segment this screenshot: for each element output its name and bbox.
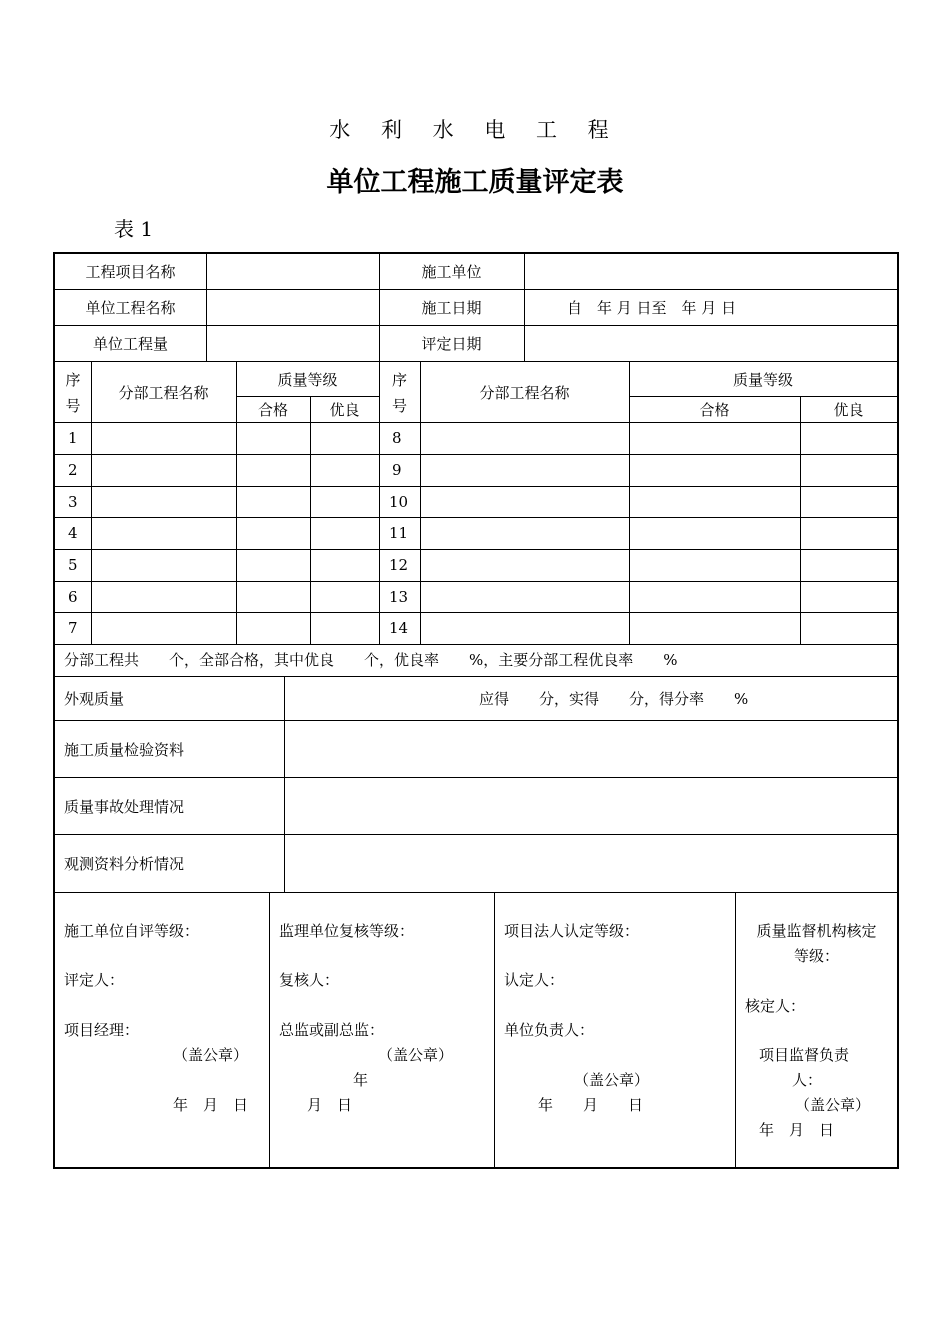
supervisor-review-grade-label: 监理单位复核等级： [279, 922, 415, 940]
unit-quantity-label: 单位工程量 [92, 335, 168, 353]
official-seal-note: （盖公章） [378, 1046, 454, 1064]
table-row-number: 11 [389, 524, 409, 542]
document-title: 单位工程施工质量评定表 [326, 167, 624, 198]
evaluation-form [53, 252, 899, 1169]
project-name-label: 工程项目名称 [85, 263, 176, 281]
inspection-field[interactable] [285, 721, 896, 776]
confirmer-label: 认定人： [504, 971, 565, 989]
contractor-label: 施工单位 [421, 263, 482, 281]
table-number: 表 1 [114, 217, 154, 241]
supervision-agency-grade-label: 质量监督机构核定 [756, 922, 877, 940]
unit-name-label: 单位工程名称 [85, 299, 176, 317]
seq-header-left-2: 号 [65, 397, 81, 415]
project-name-field[interactable] [207, 255, 378, 288]
table-row-number: 9 [392, 461, 402, 479]
construction-date-label: 施工日期 [421, 299, 482, 317]
accident-label: 质量事故处理情况 [64, 798, 185, 816]
table-row-number: 2 [68, 461, 78, 479]
summary-text: 分部工程共 个，全部合格，其中优良 个，优良率 %，主要分部工程优良率 % [64, 651, 678, 669]
unit-head-label: 单位负责人： [504, 1021, 595, 1039]
table-row-number: 14 [389, 619, 409, 637]
official-seal-note: （盖公章） [574, 1071, 650, 1089]
table-row-number: 5 [68, 556, 78, 574]
eval-date-field[interactable] [525, 327, 896, 360]
table-row-number: 12 [389, 556, 409, 574]
owner-confirm-grade-label: 项目法人认定等级： [504, 922, 640, 940]
table-row-number: 10 [389, 493, 409, 511]
project-supervision-head-label: 项目监督负责 [759, 1046, 850, 1064]
table-row-number: 3 [68, 493, 78, 511]
appearance-value: 应得 分，实得 分，得分率 % [479, 690, 749, 708]
sign-date-month-day: 月 日 [307, 1096, 353, 1114]
table-row-number: 8 [392, 429, 402, 447]
sign-date: 年 月 日 [759, 1121, 835, 1139]
sign-date: 年 月 日 [173, 1096, 249, 1114]
reviewer-label: 复核人： [279, 971, 340, 989]
seq-header-right-1: 序 [391, 371, 407, 389]
official-seal-note: （盖公章） [795, 1096, 871, 1114]
table-row-number: 6 [68, 588, 78, 606]
excellent-header-left: 优良 [329, 401, 360, 419]
unit-quantity-field[interactable] [207, 327, 378, 360]
eval-date-label: 评定日期 [421, 335, 482, 353]
unit-name-field[interactable] [207, 291, 378, 324]
sign-date-year: 年 [353, 1071, 369, 1089]
grade-header-left: 质量等级 [277, 371, 338, 389]
accident-field[interactable] [285, 778, 896, 833]
seq-header-right-2: 号 [391, 397, 407, 415]
table-row-number: 1 [68, 429, 78, 447]
official-seal-note: （盖公章） [173, 1046, 249, 1064]
table-row-number: 13 [389, 588, 409, 606]
observation-field[interactable] [285, 835, 896, 891]
pass-header-left: 合格 [257, 401, 288, 419]
appearance-label: 外观质量 [64, 690, 125, 708]
sub-name-header-left: 分部工程名称 [118, 384, 209, 402]
pass-header-right: 合格 [699, 401, 730, 419]
contractor-self-grade-label: 施工单位自评等级： [64, 922, 200, 940]
approver-label: 核定人： [745, 997, 806, 1015]
observation-label: 观测资料分析情况 [64, 855, 185, 873]
project-supervision-head-label-2: 人： [792, 1071, 823, 1089]
evaluator-label: 评定人： [64, 971, 125, 989]
sub-name-header-right: 分部工程名称 [479, 384, 570, 402]
sign-date: 年 月 日 [538, 1096, 644, 1114]
table-row-number: 7 [68, 619, 78, 637]
document-subtitle: 水 利 水 电 工 程 [329, 118, 621, 142]
table-row-number: 4 [68, 524, 78, 542]
project-manager-label: 项目经理： [64, 1021, 140, 1039]
excellent-header-right: 优良 [833, 401, 864, 419]
grade-header-right: 质量等级 [732, 371, 793, 389]
supervision-agency-grade-label-2: 等级： [793, 947, 839, 965]
inspection-label: 施工质量检验资料 [64, 741, 185, 759]
chief-supervisor-label: 总监或副总监： [279, 1021, 385, 1039]
seq-header-left-1: 序 [65, 371, 81, 389]
contractor-field[interactable] [525, 255, 896, 288]
construction-date-value[interactable]: 自 年 月 日至 年 月 日 [567, 299, 737, 317]
